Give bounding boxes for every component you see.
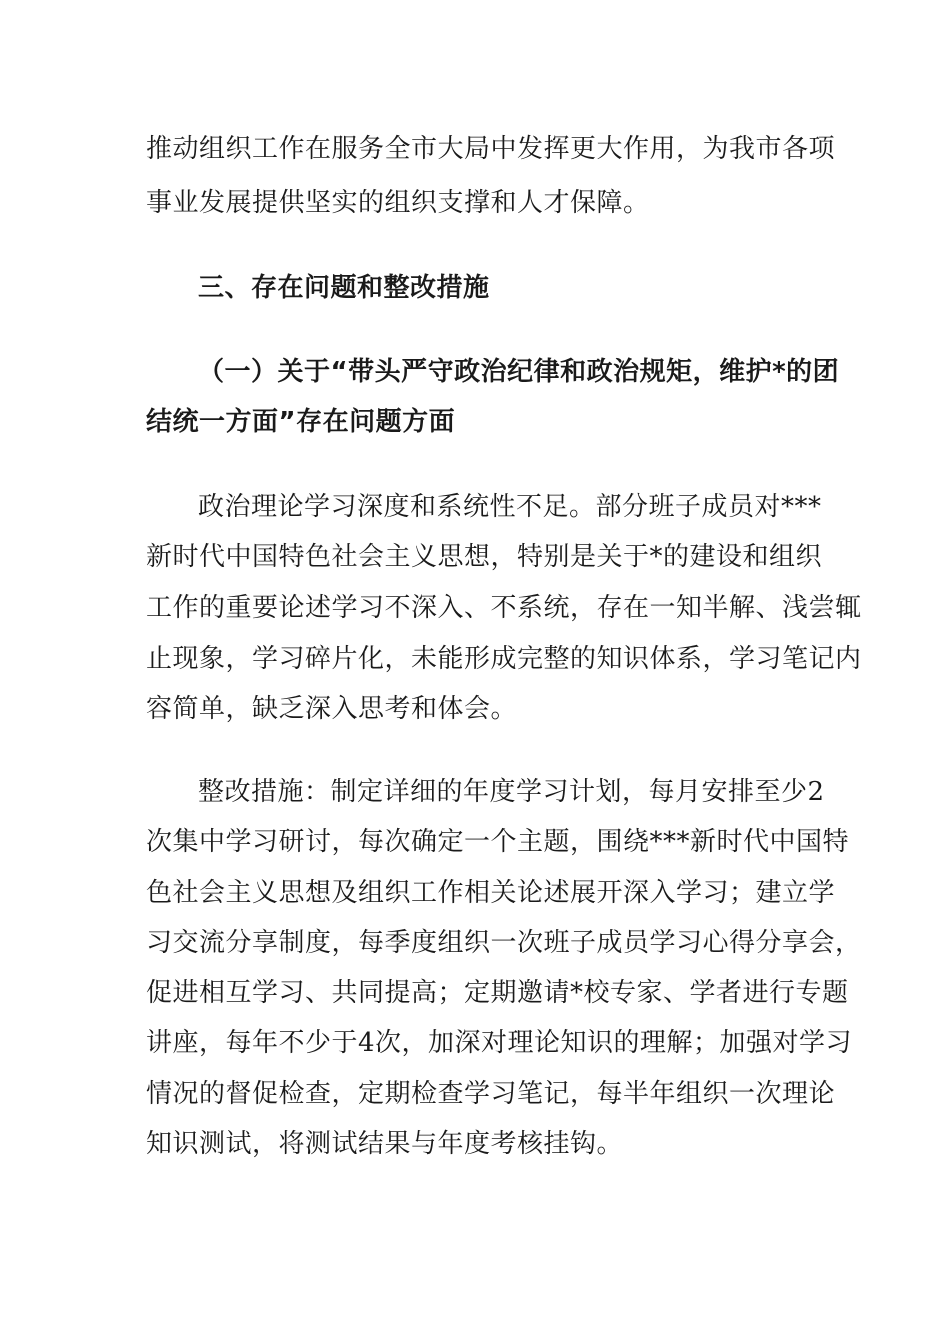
problem-line-4: 止现象，学习碎片化，未能形成完整的知识体系，学习笔记内: [146, 644, 862, 674]
section-heading: 三、存在问题和整改措施: [198, 273, 490, 303]
measures-line-3: 色社会主义思想及组织工作相关论述展开深入学习；建立学: [146, 878, 836, 908]
measures-line-5: 促进相互学习、共同提高；定期邀请*校专家、学者进行专题: [146, 978, 849, 1008]
intro-line-1: 推动组织工作在服务全市大局中发挥更大作用，为我市各项: [146, 134, 836, 164]
measures-line-7: 情况的督促检查，定期检查学习笔记，每半年组织一次理论: [146, 1079, 836, 1109]
problem-line-1: 政治理论学习深度和系统性不足。部分班子成员对***: [198, 492, 822, 522]
measures-line-1: 整改措施：制定详细的年度学习计划，每月安排至少2: [198, 777, 825, 807]
measures-line-8: 知识测试，将测试结果与年度考核挂钩。: [146, 1129, 624, 1159]
problem-line-2: 新时代中国特色社会主义思想，特别是关于*的建设和组织: [146, 542, 823, 572]
measures-line-6: 讲座，每年不少于4次，加深对理论知识的理解；加强对学习: [146, 1028, 853, 1058]
measures-line-4: 习交流分享制度，每季度组织一次班子成员学习心得分享会，: [146, 928, 862, 958]
intro-line-2: 事业发展提供坚实的组织支撑和人才保障。: [146, 188, 650, 218]
subsection-heading-line-1: （一）关于“带头严守政治纪律和政治规矩，维护*的团: [198, 357, 840, 387]
measures-line-2: 次集中学习研讨，每次确定一个主题，围绕***新时代中国特: [146, 827, 850, 857]
problem-line-3: 工作的重要论述学习不深入、不系统，存在一知半解、浅尝辄: [146, 593, 862, 623]
subsection-heading-line-2: 结统一方面”存在问题方面: [146, 407, 456, 437]
problem-line-5: 容简单，缺乏深入思考和体会。: [146, 694, 518, 724]
